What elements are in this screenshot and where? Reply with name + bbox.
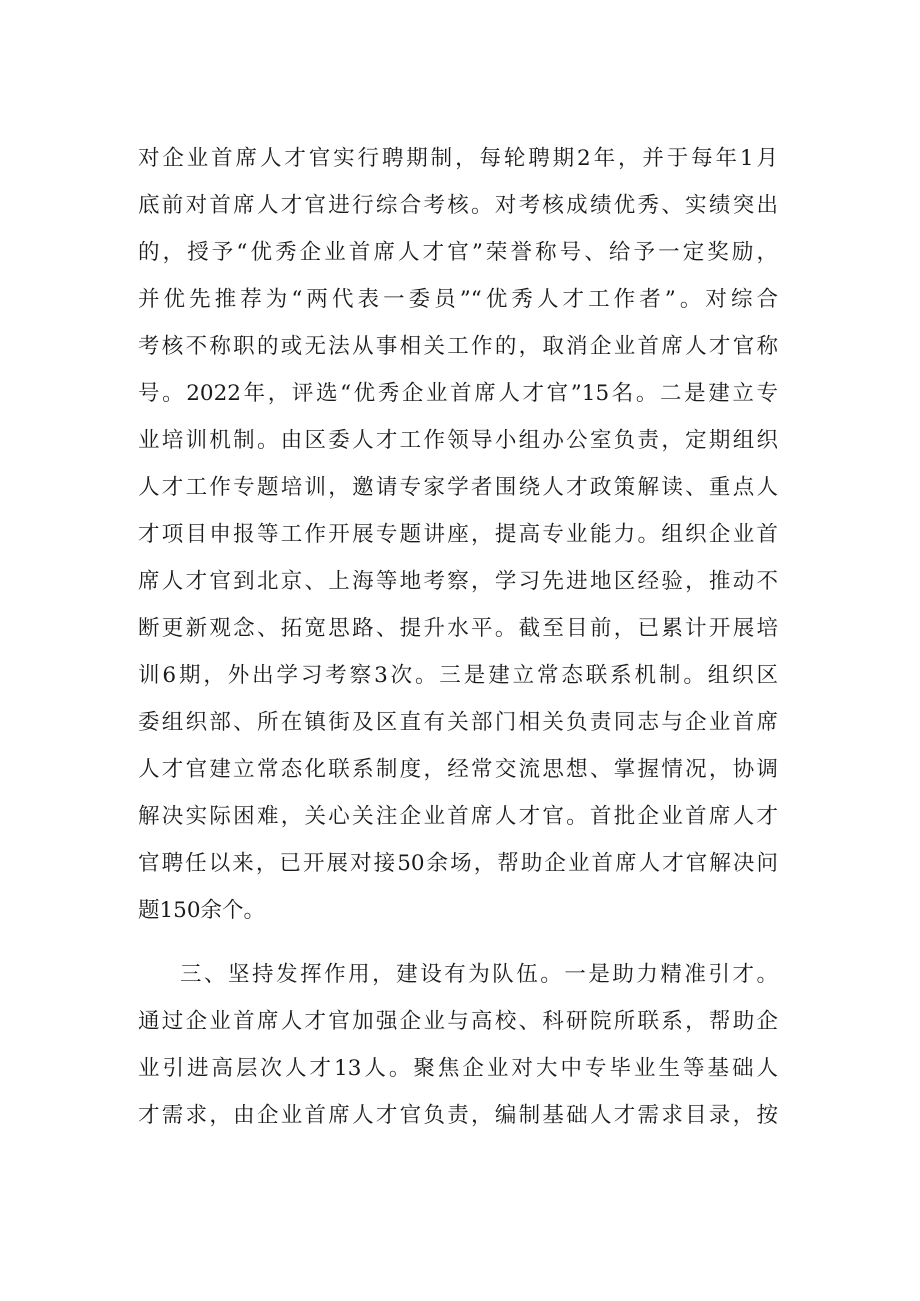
section-heading-line: 三、坚持发挥作用，建设有为队伍。一是助力精准引才。: [180, 962, 778, 987]
text-line: 官聘任以来，已开展对接50余场，帮助企业首席人才官解决问: [138, 851, 778, 876]
text-line: 才项目申报等工作开展专题讲座，提高专业能力。组织企业首: [138, 522, 778, 547]
text-line: 业培训机制。由区委人才工作领导小组办公室负责，定期组织: [138, 428, 778, 453]
text-line: 席人才官到北京、上海等地考察，学习先进地区经验，推动不: [138, 569, 778, 594]
text-line: 题150余个。: [138, 898, 266, 923]
text-line: 对企业首席人才官实行聘期制，每轮聘期2年，并于每年1月: [138, 146, 778, 171]
text-line: 解决实际困难，关心关注企业首席人才官。首批企业首席人才: [138, 804, 778, 829]
text-line: 人才工作专题培训，邀请专家学者围绕人才政策解读、重点人: [138, 475, 778, 500]
text-line: 委组织部、所在镇街及区直有关部门相关负责同志与企业首席: [138, 710, 778, 735]
text-line: 号。2022年，评选“优秀企业首席人才官”15名。二是建立专: [138, 381, 778, 406]
text-line: 并优先推荐为“两代表一委员”“优秀人才工作者”。对综合: [138, 287, 778, 312]
text-line: 断更新观念、拓宽思路、提升水平。截至目前，已累计开展培: [138, 616, 778, 641]
text-line: 人才官建立常态化联系制度，经常交流思想、掌握情况，协调: [138, 757, 778, 782]
text-line: 考核不称职的或无法从事相关工作的，取消企业首席人才官称: [138, 334, 778, 359]
text-line: 底前对首席人才官进行综合考核。对考核成绩优秀、实绩突出: [138, 193, 778, 218]
text-line: 才需求，由企业首席人才官负责，编制基础人才需求目录，按: [138, 1103, 778, 1128]
text-line: 训6期，外出学习考察3次。三是建立常态联系机制。组织区: [138, 663, 778, 688]
text-line: 的，授予“优秀企业首席人才官”荣誉称号、给予一定奖励，: [138, 240, 778, 265]
text-line: 业引进高层次人才13人。聚焦企业对大中专毕业生等基础人: [138, 1056, 778, 1081]
text-line: 通过企业首席人才官加强企业与高校、科研院所联系，帮助企: [138, 1009, 778, 1034]
